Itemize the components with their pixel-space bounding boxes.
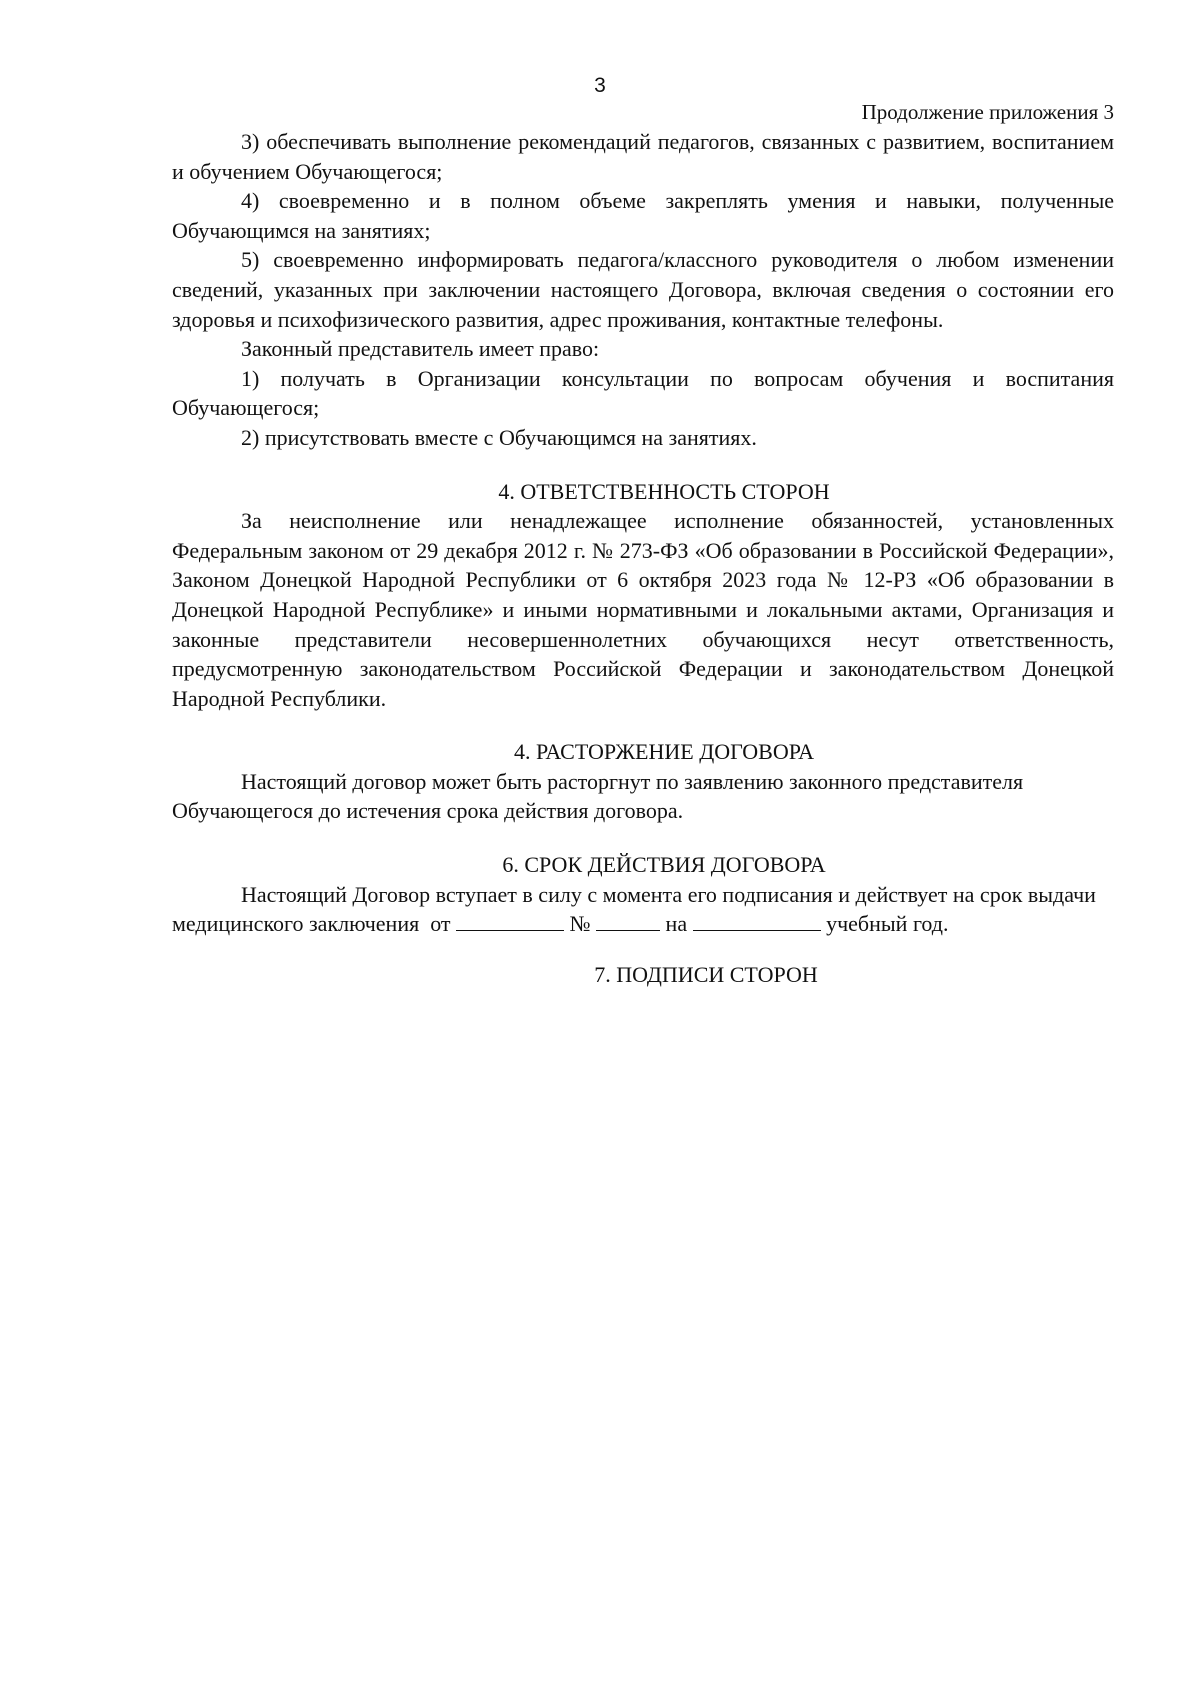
document-body <box>172 127 1114 989</box>
spacer <box>172 713 1114 737</box>
section-term-text-start: Настоящий Договор вступает в силу с момента его подписания и действует на срок выдачи медицинского заключения <box>172 881 1096 937</box>
number-blank-line <box>596 912 660 931</box>
obligation-item-4: 4) своевременно и в полном объеме закреплять умения и навыки, полученные Обучающимся на занятиях; <box>172 188 1114 243</box>
spacer <box>172 939 1114 960</box>
number-label: № <box>569 911 591 937</box>
date-blank-line <box>456 912 564 931</box>
rights-item-1: 1) получать в Организации консультации по вопросам обучения и воспитания Обучающегося; <box>172 365 1114 421</box>
spacer <box>172 826 1114 850</box>
from-label: от <box>430 911 451 937</box>
page-number: 3 <box>594 74 606 97</box>
spacer <box>172 453 1114 477</box>
year-blank-line <box>693 912 821 931</box>
obligation-item-3: 3) обеспечивать выполнение рекомендаций педагогов, связанных с развитием, воспитанием и обучением Обучающегося; <box>172 129 1114 184</box>
on-label: на <box>665 911 688 937</box>
section-termination-text: Настоящий договор может быть расторгнут по заявлению законного представителя Обучающегося до истечения срока действия договора. <box>172 768 1024 824</box>
section-term-title: 6. СРОК ДЕЙСТВИЯ ДОГОВОРА <box>502 852 826 878</box>
section-term-text <box>172 880 1114 939</box>
rights-intro: Законный представитель имеет право: <box>241 336 600 362</box>
year-label: учебный год. <box>826 911 949 937</box>
section-termination-title: 4. РАСТОРЖЕНИЕ ДОГОВОРА <box>513 739 815 765</box>
rights-item-2: 2) присутствовать вместе с Обучающимся на занятиях. <box>241 424 757 450</box>
section-signatures-title: 7. ПОДПИСИ СТОРОН <box>594 961 818 987</box>
obligation-item-5: 5) своевременно информировать педагога/классного руководителя о любом изменении сведений, указанных при заключении настоящего Договора, включая сведения о состоянии его здоровья и психофизического развития, адрес проживания, контактные телефоны. <box>172 247 1114 332</box>
section-liability-text: За неисполнение или ненадлежащее исполнение обязанностей, установленных Федеральным законом от 29 декабря 2012 г. № 273-ФЗ «Об образовании в Российской Федерации», Законом Донецкой Народной Республики от 6 октября 2023 года № 12-РЗ «Об образовании в Донецкой Народной Республике» и иными нормативными и локальными актами, Организация и законные представители несовершеннолетних обучающихся несут ответственность, предусмотренную законодательством Российской Федерации и законодательством Донецкой Народной Республики. <box>172 508 1114 711</box>
section-liability-title: 4. ОТВЕТСТВЕННОСТЬ СТОРОН <box>498 478 830 504</box>
appendix-continuation-note: Продолжение приложения 3 <box>861 100 1114 124</box>
